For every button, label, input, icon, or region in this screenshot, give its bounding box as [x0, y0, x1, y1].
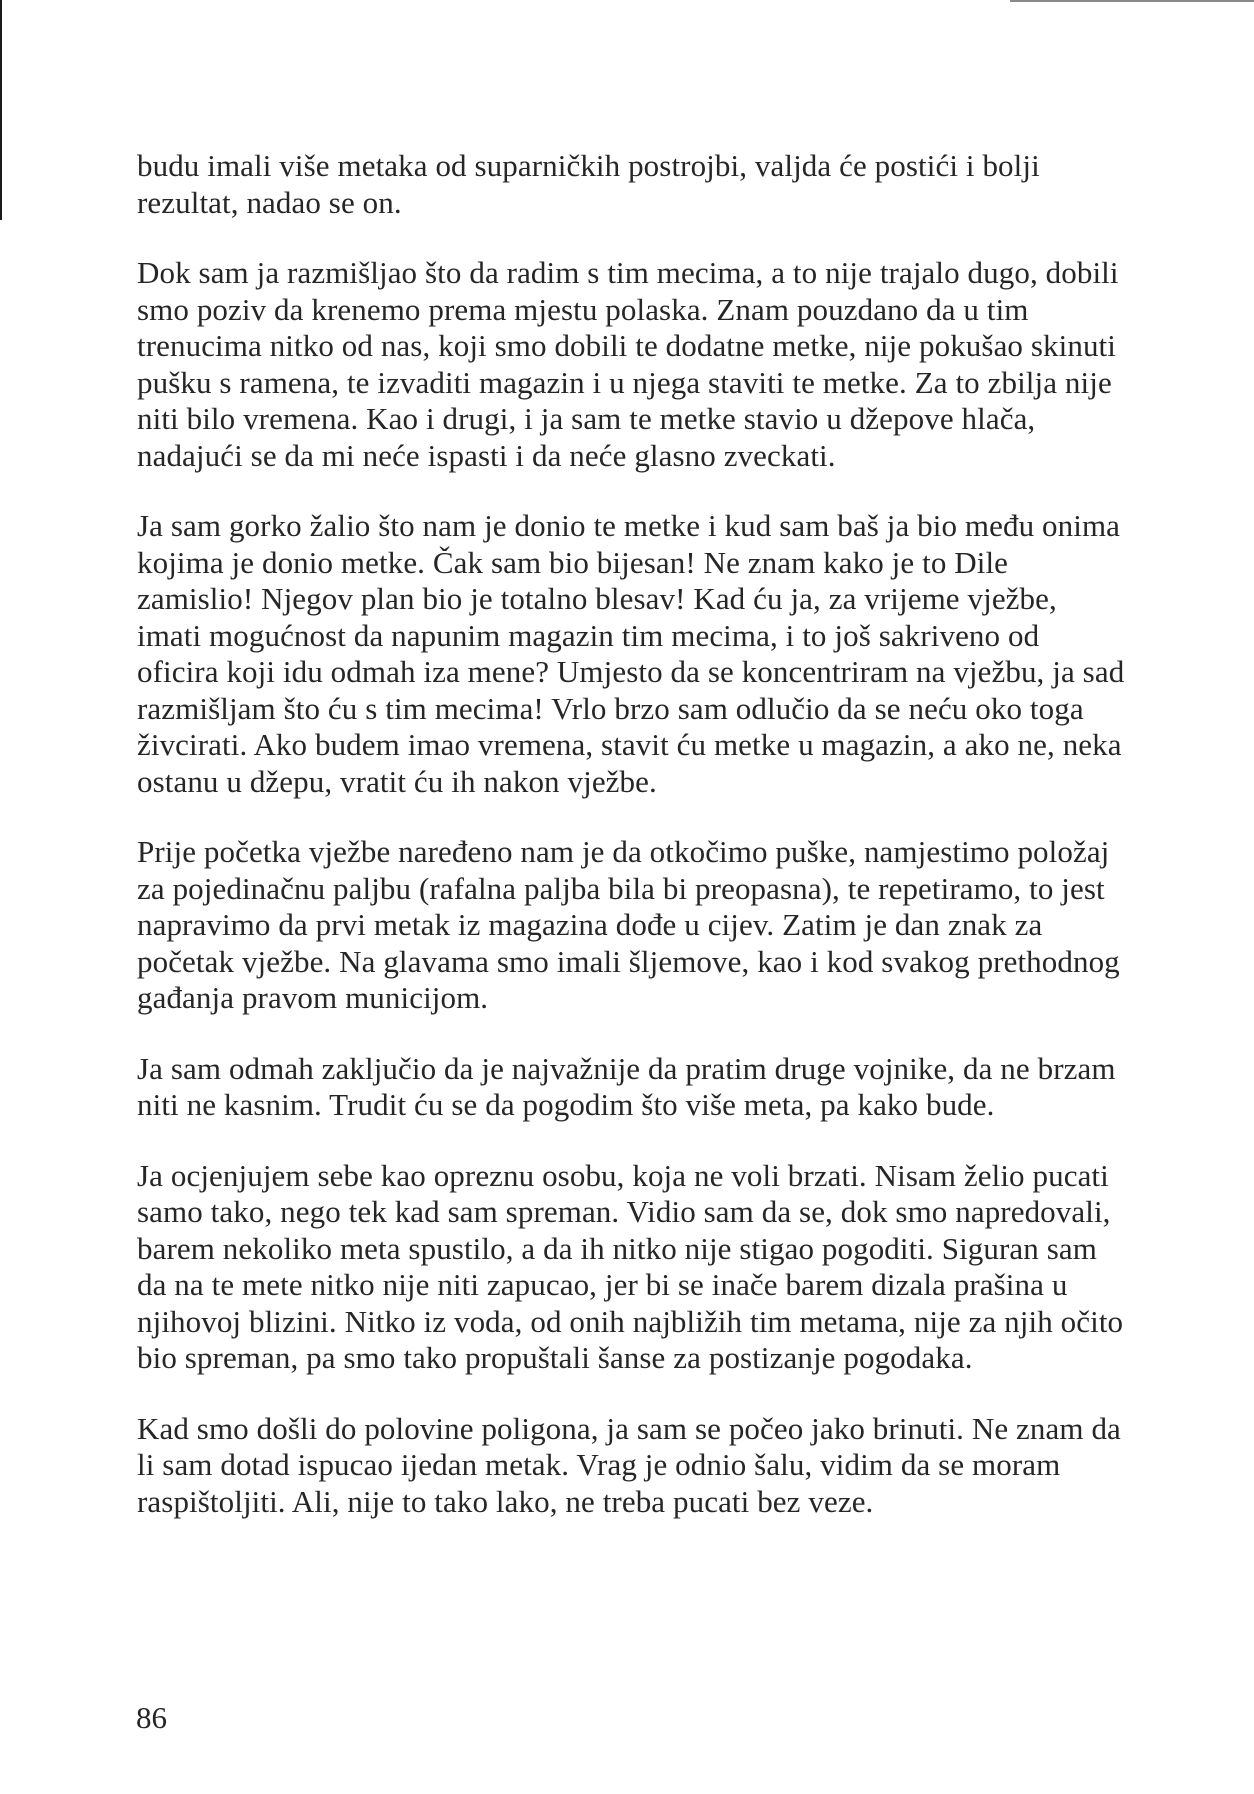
- paragraph-3: Ja sam gorko žalio što nam je donio te metke i kud sam baš ja bio među onima kojima je donio metke. Čak sam bio bijesan! Ne znam kako je to Dile zamislio! Njegov plan bio je totalno blesav! Kad ću ja, za vrijeme vježbe, imati mogućnost da napunim magazin tim mecima, i to još sakriveno od oficira koji idu odmah iza mene? Umjesto da se koncentriram na vježbu, ja sad razmišljam što ću s tim mecima! Vrlo brzo sam odlučio da se neću oko toga živcirati. Ako budem imao vremena, stavit ću metke u magazin, a ako ne, neka ostanu u džepu, vratit ću ih nakon vježbe.: [137, 508, 1125, 799]
- paragraph-4: Prije početka vježbe naređeno nam je da otkočimo puške, namjestimo položaj za pojedinačnu paljbu (rafalna paljba bila bi preopasna), te repetiramo, to jest napravimo da prvi metak iz magazina dođe u cijev. Zatim je dan znak za početak vježbe. Na glavama smo imali šljemove, kao i kod svakog prethodnog gađanja pravom municijom.: [137, 834, 1120, 1015]
- paragraph-5: Ja sam odmah zaključio da je najvažnije da pratim druge vojnike, da ne brzam niti ne kasnim. Trudit ću se da pogodim što više meta, pa kako bude.: [137, 1050, 1116, 1122]
- paragraph-7: Kad smo došli do polovine poligona, ja sam se počeo jako brinuti. Ne znam da li sam dotad ispucao ijedan metak. Vrag je odnio šalu, vidim da se moram raspištoljiti. Ali, nije to tako lako, ne treba pucati bez veze.: [137, 1410, 1121, 1519]
- paragraph-1: budu imali više metaka od suparničkih postrojbi, valjda će postići i bolji rezultat, nadao se on.: [137, 148, 1040, 220]
- scan-edge-left: [0, 0, 2, 220]
- scan-edge-top: [1010, 0, 1254, 2]
- paragraph-6: Ja ocjenjujem sebe kao opreznu osobu, koja ne voli brzati. Nisam želio pucati samo tako, nego tek kad sam spreman. Vidio sam da se, dok smo napredovali, barem nekoliko meta spustilo, a da ih nitko nije stigao pogoditi. Siguran sam da na te mete nitko nije niti zapucao, jer bi se inače barem dizala prašina u njihovoj blizini. Nitko iz voda, od onih najbližih tim metama, nije za njih očito bio spreman, pa smo tako propuštali šanse za postizanje pogodaka.: [137, 1157, 1124, 1375]
- page-number: 86: [136, 1700, 167, 1735]
- paragraph-2: Dok sam ja razmišljao što da radim s tim mecima, a to nije trajalo dugo, dobili smo poziv da krenemo prema mjestu polaska. Znam pouzdano da u tim trenucima nitko od nas, koji smo dobili te dodatne metke, nije pokušao skinuti pušku s ramena, te izvaditi magazin i u njega staviti te metke. Za to zbilja nije niti bilo vremena. Kao i drugi, i ja sam te metke stavio u džepove hlača, nadajući se da mi neće ispasti i da neće glasno zveckati.: [137, 255, 1119, 473]
- body-text: [137, 148, 1127, 1554]
